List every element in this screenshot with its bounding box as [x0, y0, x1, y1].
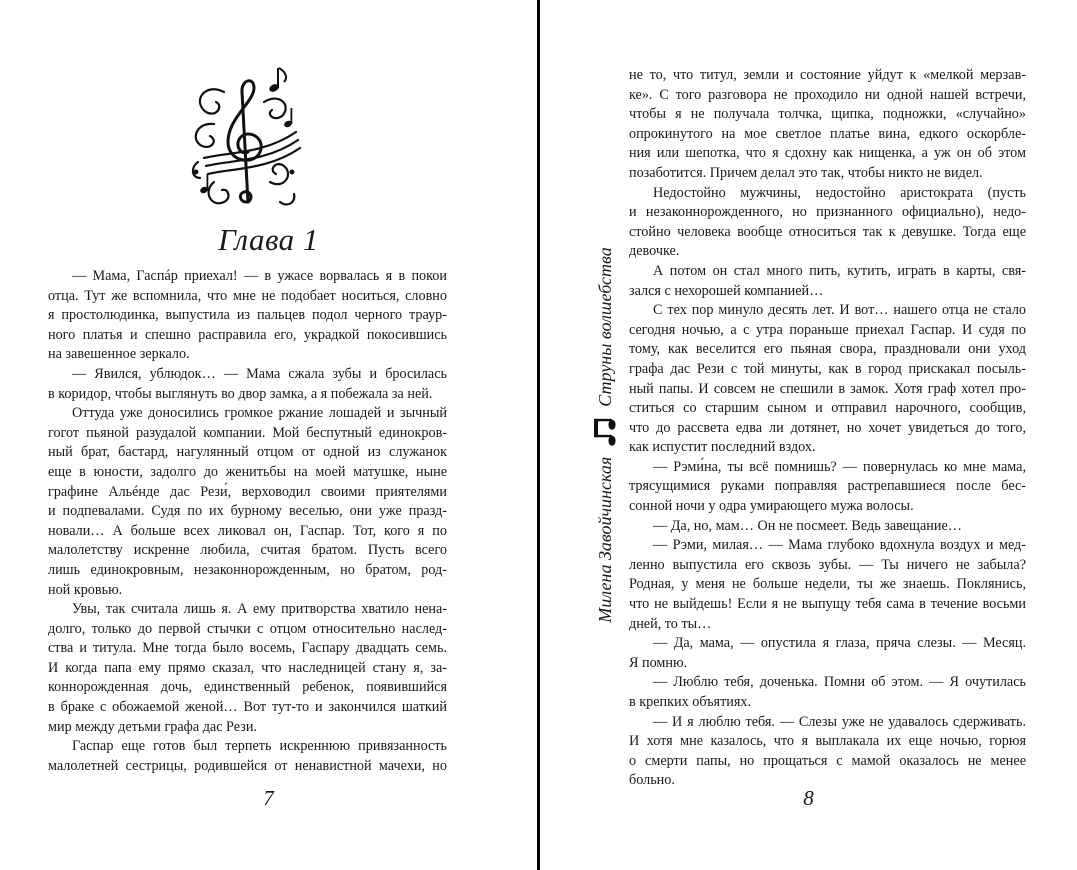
text-line: ния или шепотка, что я сдохну как нищенка, а уж он об этом: [629, 145, 1026, 162]
text-line: Родная, у меня не больше недели, ты же знаешь. Поклянись,: [629, 576, 1026, 593]
text-line: больно.: [629, 772, 675, 789]
text-line: ный папы. И совсем не спешили в замок. Хотя граф хотел про-: [629, 380, 1026, 397]
text-line: я простолюдинка, выпустила из пальцев подол черного траур-: [48, 307, 447, 324]
page-number: 7: [263, 786, 274, 810]
text-line: лишь единокровным, незаконнорожденным, но братом, род-: [48, 561, 447, 578]
text-line: опрокинутого на мое светлое платье вина, едкого оскорбле-: [629, 125, 1026, 142]
text-line: в крепких объятиях.: [629, 694, 752, 710]
text-line: новали… А больше всех ликовал он, Гаспар. Тот, кого я по: [48, 522, 447, 539]
text-line: на завешенное зеркало.: [48, 346, 190, 363]
text-line: — Рэми, милая… — Мама глубоко вдохнула воздух и мед-: [653, 537, 1026, 554]
text-line: не то, что титул, земли и состояние уйдут к «мелкой мерзав-: [629, 67, 1026, 83]
text-line: долго, только до первой стычки с отцом относительно наслед-: [48, 620, 447, 637]
text-line: — Да, мама, — опустила я глаза, пряча слезы. — Месяц.: [653, 635, 1026, 652]
left-page: [0, 0, 537, 870]
text-line: еще в юности, задолго до женитьбы на моей матушке, ныне: [48, 463, 447, 480]
text-line: трясущимися руками поправляя растрепавшиеся после бес-: [629, 478, 1026, 495]
text-line: как испустит последний вздох.: [629, 439, 816, 456]
text-line: графине Альéнде дас Рези́, верховодил своими приятелями: [48, 483, 447, 500]
music-note-icon: [592, 417, 618, 447]
page-number: 8: [803, 786, 814, 810]
left-page-text: [48, 267, 447, 776]
right-page-text: [629, 66, 1026, 791]
text-line: ститься со старшим сыном и отправил нарочного, сообщив,: [629, 400, 1026, 417]
treble-clef-ornament-icon: [184, 62, 302, 214]
text-line: сегодня ночью, а с утра пораньше приехал Гаспар. И судя по: [629, 321, 1026, 338]
text-line: мир между детьми графа дас Рези.: [48, 718, 257, 735]
text-line: ке». С того разговора не проходило ни одной нашей встречи,: [629, 86, 1026, 103]
text-line: Я помню.: [629, 654, 688, 671]
text-line: девочке.: [629, 243, 680, 260]
text-line: — Явился, ублюдок… — Мама сжала зубы и бросилась: [72, 365, 447, 382]
text-line: о смерти папы, но прощаться с мамой оказалось не менее: [629, 752, 1026, 769]
text-line: дней, то ты…: [629, 615, 712, 632]
book-title: Струны волшебства: [594, 247, 615, 407]
text-line: и незаконнорожденного, но признанного официально), недо-: [629, 204, 1026, 221]
text-line: в коридор, чтобы выглянуть во двор замка, а я побежала за ней.: [48, 385, 433, 402]
text-line: Увы, так считала лишь я. А ему притворства хватило нена-: [72, 601, 447, 618]
text-line: ного платья и спешно расправила его, украдкой покосившись: [48, 326, 447, 343]
text-line: коннорожденная дочь, единственный ребенок, появившийся: [48, 679, 447, 696]
text-line: ленно выпустила его сквозь зубы. — Ты ничего не забыла?: [629, 556, 1026, 573]
text-line: что не выйдешь! Если я не выпущу тебя сама в течение восьми: [629, 596, 1026, 613]
text-line: — Да, но, мам… Он не посмеет. Ведь завещание…: [653, 517, 962, 534]
author-name: Милена Завойчинская: [594, 456, 615, 623]
text-line: С тех пор минуло десять лет. И вот… нашего отца не стало: [653, 302, 1026, 319]
text-line: А потом он стал много пить, кутить, играть в карты, свя-: [653, 262, 1026, 279]
text-line: стойно человека вообще относиться так к девушке. Тогда еще: [629, 223, 1026, 240]
text-line: — Рэми́на, ты всё помнишь? — повернулась ко мне мама,: [653, 458, 1026, 475]
text-line: ной кровью.: [48, 581, 123, 598]
chapter-title: Глава 1: [218, 222, 319, 257]
text-line: чтобы я не получала толчка, щипка, подножки, «случайно»: [629, 106, 1026, 123]
text-line: отца. Тут же вспомнила, что мне не подобает носиться, словно: [48, 287, 447, 304]
text-line: Оттуда уже доносились громкое ржание лошадей и зычный: [72, 405, 447, 422]
right-page: [540, 0, 1077, 870]
text-line: Гаспар еще готов был терпеть искреннюю привязанность: [72, 738, 447, 755]
text-line: — Люблю тебя, доченька. Помни об этом. — Я очутилась: [653, 674, 1026, 691]
text-line: и подпевалами. Судя по их бурному веселью, они уже празд-: [48, 503, 447, 520]
text-line: И когда папа ему прямо сказал, что наследницей стану я, за-: [48, 659, 447, 676]
text-line: что до рассвета едва ли дотянет, но хочет увидеться до того,: [629, 419, 1026, 436]
text-line: тому, как веселится его пьяная свора, праздновали они уход: [629, 341, 1026, 358]
text-line: Недостойно мужчины, недостойно аристократа (пусть: [653, 184, 1026, 201]
text-line: И хотя мне казалось, что я выплакала их еще ночью, горюя: [629, 733, 1026, 750]
text-line: малолетству искренне любила, считая братом. Пусть всего: [48, 542, 447, 559]
text-line: гогот пьяной разудалой компании. Мой беспутный единокров-: [48, 424, 447, 441]
text-line: в браке с обожаемой женой… Вот тут-то и закончился шаткий: [48, 699, 447, 716]
running-head: [592, 247, 618, 623]
text-line: графа дас Рези с той минуты, как в город прискакал посыль-: [629, 360, 1026, 377]
text-line: — И я люблю тебя. — Слезы уже не удавалось сдерживать.: [653, 713, 1026, 730]
text-line: позаботится. Причем делал это так, чтобы никто не видел.: [629, 164, 983, 181]
text-line: зался с нехорошей компанией…: [629, 282, 824, 299]
text-line: малолетней сестрицы, родившейся от ненавистной мачехи, но: [48, 757, 447, 774]
text-line: — Мама, Гаспáр приехал! — в ужасе ворвалась я в покои: [72, 268, 447, 284]
text-line: ства и титула. Мне тогда было восемь, Гаспару двадцать семь.: [48, 640, 447, 657]
text-line: ный брат, бастард, нагулянный отцом от одной из служанок: [48, 444, 447, 461]
text-line: сонной ночи у одра умирающего мужа волосы.: [629, 498, 914, 515]
